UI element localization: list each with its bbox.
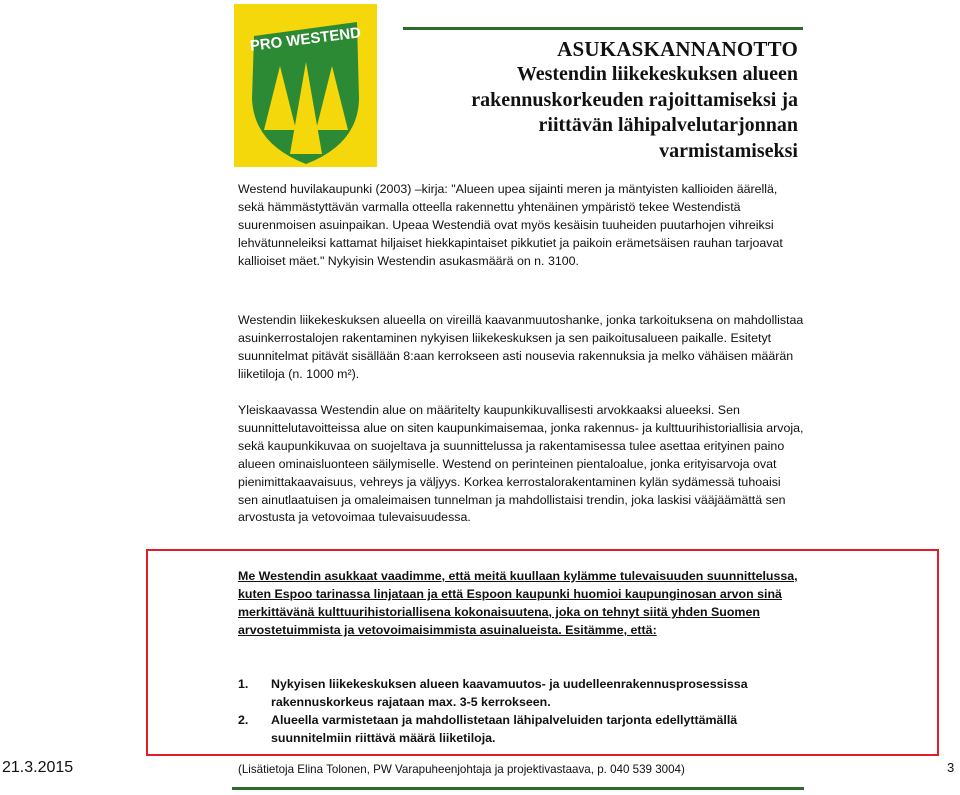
contact-note: (Lisätietoja Elina Tolonen, PW Varapuheenjohtaja ja projektivastaava, p. 040 539 3004) <box>238 763 685 776</box>
demand-item <box>238 712 804 748</box>
demand-item <box>238 676 804 712</box>
heading-kicker: ASUKASKANNANOTTO <box>557 37 798 61</box>
slide-date: 21.3.2015 <box>2 759 74 776</box>
heading-line: Westendin liikekeskuksen alueen <box>516 63 798 85</box>
heading-line: riittävän lähipalvelutarjonnan <box>538 114 798 136</box>
header-rule <box>403 27 803 30</box>
heading-block <box>405 36 798 164</box>
demand-item-text: Nykyisen liikekeskuksen alueen kaavamuutos- ja uudelleenrakennusprosessissa rakennuskorkeus rajataan max. 3-5 kerrokseen. <box>271 677 748 709</box>
heading-line: rakennuskorkeuden rajoittamiseksi ja <box>471 88 798 111</box>
demand-statement: Me Westendin asukkaat vaadimme, että meitä kuullaan kylämme tulevaisuuden suunnittelussa, kuten Espoo tarinassa linjataan ja että Espoon kaupunki huomioi kaupunginosan arvon sinä merkittävänä kulttuurihistoriallisena kokonaisuutena, joka on tehnyt siitä yhden Suomen arvostetuimmista ja vetovoimaisimmista asuinalueista. Esitämme, että: <box>238 569 798 637</box>
paragraph-zoning-project: Westendin liikekeskuksen alueella on vireillä kaavanmuutoshanke, jonka tarkoituksena on mahdollistaa asuinkerrostalojen rakentaminen nykyisen liikekeskuksen ja sen paikoitusalueen paikalle. Esitetyt suunnitelmat pitävät sisällään 8:aan kerrokseen asti nousevia rakennuksia ja melko vähäisen määrän liiketiloja (n. 1000 m²). <box>238 313 804 381</box>
shield-trees-icon <box>234 4 377 167</box>
paragraph-book-quote: Westend huvilakaupunki (2003) –kirja: "Alueen upea sijainti meren ja mäntyisten kallioiden äärellä, sekä hämmästyttävän varmalla otteella rakennettu yhtenäinen ympäristö tekee Westendistä suurenmoisen asuinpaikan. Upeaa Westendiä ovat myös kesäisin tuuheiden puutarhojen vihreiksi lehvätunneleiksi kattamat hiljaiset hiekkapintaiset pikkutiet ja paikoin erämetsäisen rauhan tarjoavat kallioiset mäet." Nykyisin Westendin asukasmäärä on n. 3100. <box>238 182 783 268</box>
demand-item-number: 1. <box>238 677 249 691</box>
pro-westend-logo <box>234 4 377 167</box>
demand-item-text: Alueella varmistetaan ja mahdollistetaan lähipalveluiden tarjonta edellyttämällä suunnitelmiin riittävä määrä liiketiloja. <box>271 712 738 745</box>
demand-item-number: 2. <box>238 712 249 727</box>
footer-rule <box>232 787 804 790</box>
heading-line: varmistamiseksi <box>659 139 798 162</box>
demand-list <box>238 676 804 748</box>
svg-text:PRO WESTEND: PRO WESTEND <box>248 24 362 55</box>
slide-page-number: 3 <box>947 760 955 775</box>
paragraph-master-plan: Yleiskaavassa Westendin alue on määritelty kaupunkikuvallisesti arvokkaaksi alueeksi. Sen suunnittelutavoitteissa alue on siten kaupunkimaisemaa, jonka rakennus- ja kulttuurihistoriallisia arvoja, sekä kaupunkikuvaa on suojeltava ja suunnittelussa ja rakentamisessa tulee asettaa erityinen paino alueen ominaisluonteen säilymiselle. Westend on perinteinen pientaloalue, jonka erityisarvoja ovat pienimittakaavaisuus, vehreys ja väljyys. Korkea kerrostalorakentaminen kylän sydämessä tuhoaisi sen ainutlaatuisen ja omaleimaisen tunnelman ja mahdollistaisi trendin, joka laskisi vääjäämättä sen arvostusta ja vetovoimaa tulevaisuudessa. <box>238 403 804 525</box>
